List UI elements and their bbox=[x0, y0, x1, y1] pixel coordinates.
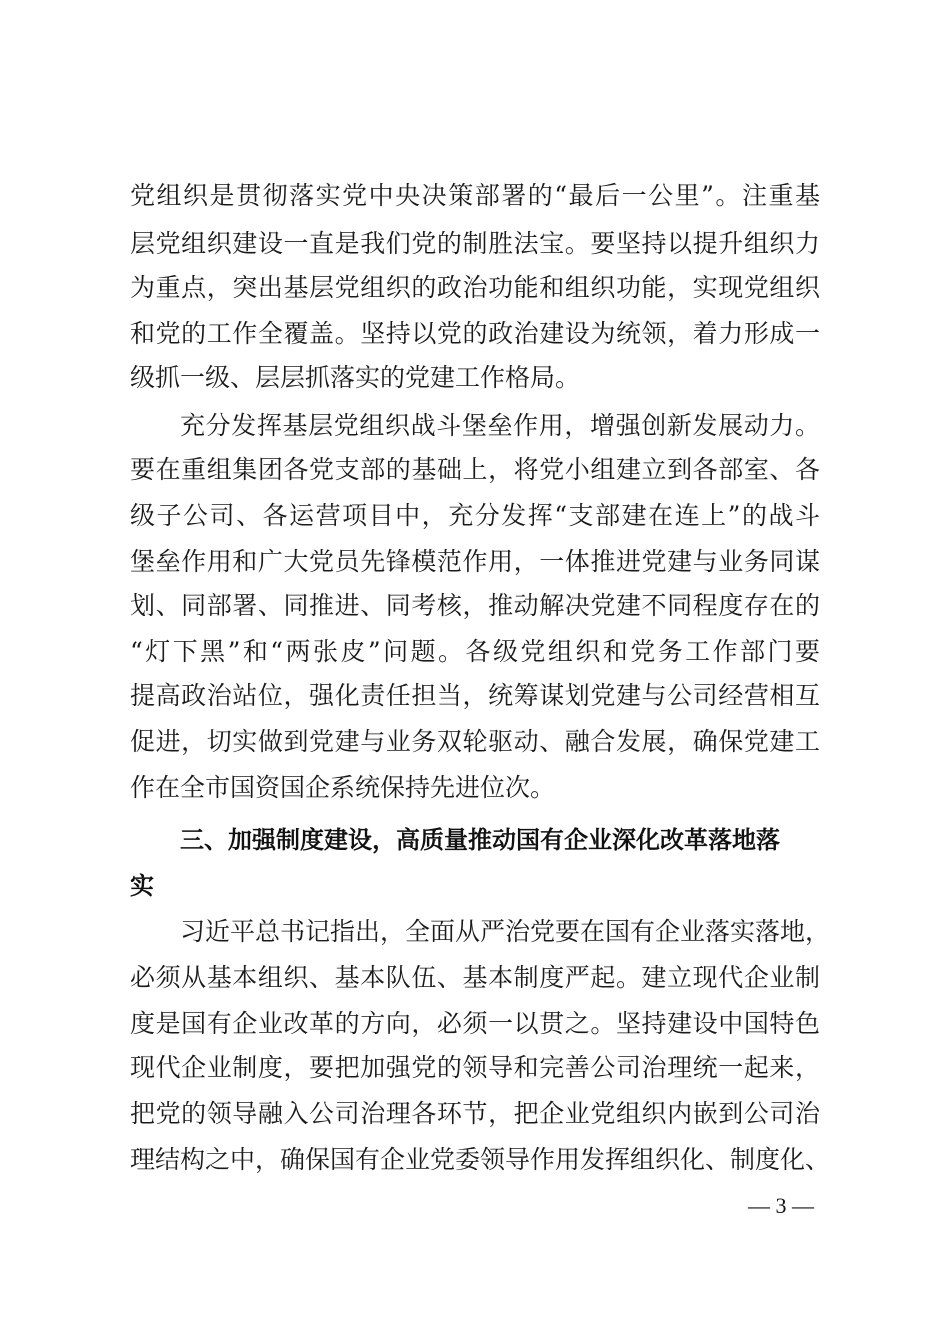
paragraph-line: 和党的工作全覆盖。坚持以党的政治建设为统领，着力形成一 bbox=[130, 319, 820, 348]
paragraph-line: 促进，切实做到党建与业务双轮驱动、融合发展，确保党建工 bbox=[130, 727, 820, 756]
paragraph-line: 划、同部署、同推进、同考核，推动解决党建不同程度存在的 bbox=[130, 591, 820, 620]
paragraph-line: 要在重组集团各党支部的基础上，将党小组建立到各部室、各 bbox=[130, 455, 820, 484]
paragraph-line: 级子公司、各运营项目中，充分发挥“支部建在连上”的战斗 bbox=[130, 501, 820, 530]
page-number: — 3 — bbox=[748, 1193, 814, 1218]
section-heading: 实 bbox=[130, 872, 154, 900]
paragraph-line: 层党组织建设一直是我们党的制胜法宝。要坚持以提升组织力 bbox=[130, 229, 820, 258]
paragraph-line: 必须从基本组织、基本队伍、基本制度严起。建立现代企业制 bbox=[130, 963, 820, 992]
section-heading: 三、加强制度建设，高质量推动国有企业深化改革落地落 bbox=[180, 826, 780, 854]
paragraph-line: 理结构之中，确保国有企业党委领导作用发挥组织化、制度化、 bbox=[130, 1145, 831, 1174]
paragraph-line: 把党的领导融入公司治理各环节，把企业党组织内嵌到公司治 bbox=[130, 1099, 820, 1128]
paragraph-line: 习近平总书记指出，全面从严治党要在国有企业落实落地， bbox=[180, 917, 831, 946]
paragraph-line: 现代企业制度，要把加强党的领导和完善公司治理统一起来， bbox=[130, 1053, 820, 1082]
paragraph-line: 堡垒作用和广大党员先锋模范作用，一体推进党建与业务同谋 bbox=[130, 547, 820, 576]
paragraph-line: 提高政治站位，强化责任担当，统筹谋划党建与公司经营相互 bbox=[130, 681, 820, 710]
paragraph-line: 充分发挥基层党组织战斗堡垒作用，增强创新发展动力。 bbox=[180, 411, 820, 440]
paragraph-line: 党组织是贯彻落实党中央决策部署的“最后一公里”。注重基 bbox=[130, 181, 820, 210]
paragraph-line: 作在全市国资国企系统保持先进位次。 bbox=[130, 773, 556, 802]
paragraph-line: 度是国有企业改革的方向，必须一以贯之。坚持建设中国特色 bbox=[130, 1009, 820, 1038]
paragraph-line: 级抓一级、层层抓落实的党建工作格局。 bbox=[130, 363, 581, 392]
paragraph-line: “灯下黑”和“两张皮”问题。各级党组织和党务工作部门要 bbox=[130, 637, 820, 666]
paragraph-line: 为重点，突出基层党组织的政治功能和组织功能，实现党组织 bbox=[130, 273, 820, 302]
